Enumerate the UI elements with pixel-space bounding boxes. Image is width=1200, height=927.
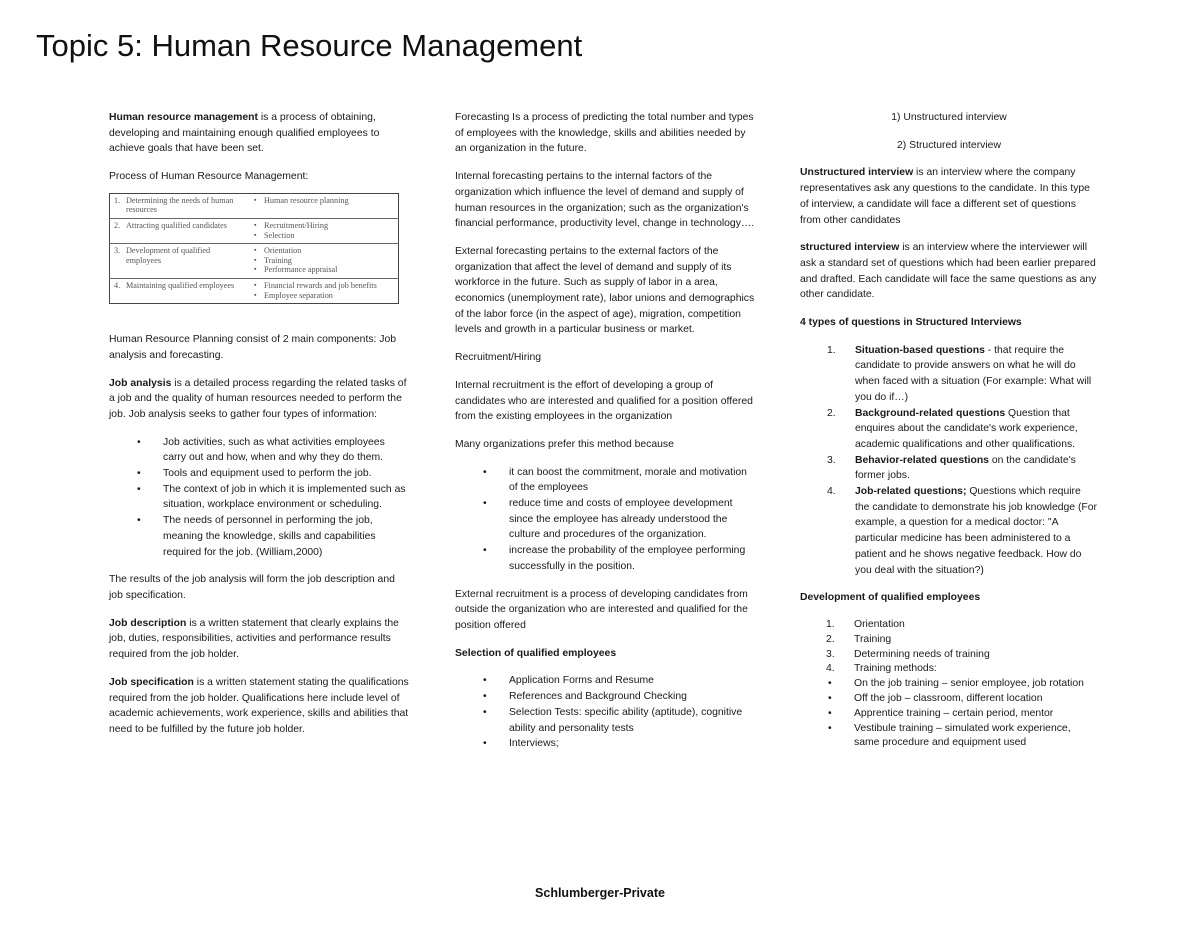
process-step-label: Determining the needs of human resources [126,195,234,215]
process-step-number: 3. [114,246,121,256]
internal-recruitment-definition [455,378,755,425]
hrm-definition [109,110,409,157]
list-number: 2. [826,633,835,645]
question-type-term: Behavior-related questions [855,454,989,466]
process-step-number: 2. [114,221,121,230]
process-step-cell [110,219,251,244]
selection-heading [455,646,755,662]
job-specification-definition [109,675,409,738]
internal-forecasting-term: Internal forecasting [455,171,544,183]
training-method-item: • Apprentice training – certain period, mentor [854,707,1098,722]
process-step-number: 4. [114,280,121,290]
selection-list [455,673,755,752]
list-number: 4. [827,486,836,498]
job-description-term: Job description [109,617,187,629]
list-number: 2. [827,407,836,419]
unstructured-definition [800,165,1098,228]
job-analysis-list [109,435,409,561]
question-type-desc: Question that enquires about the candidate's work experience, academic qualifications and other qualifications. [855,407,1078,450]
list-item [827,343,1098,406]
list-number: 3. [826,648,835,660]
process-table-row [110,219,399,244]
list-number: 3. [827,454,836,466]
process-step-cell [110,278,251,303]
results-text: The results of the job analysis will form the job description and job specification. [109,574,395,601]
process-step-cell [110,244,251,279]
process-activity: ▪ Training [254,256,394,266]
internal-forecasting-def-text: pertains to the internal factors of the organization which influence the level of demand and supply of human resources in the organization; such as the organization's financial performance, productivity level, change in technology…. [455,171,755,230]
job-description-def-text: is a written statement that clearly explains the job, duties, responsibilities, activities and performance results required from the job holder. [109,617,399,661]
job-analysis-definition [109,376,409,423]
list-item: • Interviews; [509,736,755,752]
external-recruitment-definition [455,587,755,634]
process-table-row [110,193,399,218]
list-item-text: Determining needs of training [854,648,990,660]
list-item [827,484,1098,578]
job-analysis-def-text: is a detailed process regarding the related tasks of a job and the quality of human resources needed to perform the job. Job analysis seeks to gather four types of information: [109,377,407,420]
process-activity-cell [250,193,399,218]
forecasting-term: Forecasting [455,112,510,123]
forecasting-def-text: Is a process of predicting the total number and types of employees with the knowledge, skills and abilities needed by an organization in the future. [455,112,754,155]
external-forecasting-def-text: pertains to the external factors of the organization that affect the level of demand and supply of its workforce in the future. Such as supply of labor in a area, economics (unemployment rate), labor unions and demographics of the labor force (in the aspect of age), migration, competition levels and growth in a particular business or market. [455,245,755,336]
list-item-text: Training [854,633,892,645]
process-activity: ▪ Employee separation [254,291,394,301]
training-method-item: • Off the job – classroom, different location [854,692,1098,707]
job-analysis-term: Job analysis [109,377,172,389]
column-middle [455,110,755,764]
list-item: • reduce time and costs of employee development since the employee has already understood the culture and procedures of the organization. [509,496,755,543]
list-item: • The context of job in which it is implemented such as situation, workplace environment or scheduling. [163,482,409,513]
process-activity-cell [250,219,399,244]
process-activity: ▪ Human resource planning [254,196,394,206]
list-item: • References and Background Checking [509,689,755,705]
structured-definition [800,240,1098,303]
process-step-cell [110,193,251,218]
footer-classification: Schlumberger-Private [535,886,665,900]
process-table-row [110,278,399,303]
process-table-row [110,244,399,279]
development-heading-text: Development of qualified employees [800,592,981,604]
prefer-text: Many organizations prefer this method because [455,438,674,450]
process-activity: ▪ Financial rewards and job benefits [254,281,394,291]
process-activity: ▪ Recruitment/Hiring [254,221,394,231]
hrm-def-text: is a process of obtaining, developing and maintaining enough qualified employees to achieve goals that have been set. [109,112,380,155]
column-left [109,110,409,750]
process-activity-cell [250,244,399,279]
internal-recruitment-term: Internal recruitment [455,379,545,391]
question-types-list [800,343,1098,579]
process-heading: Process of Human Resource Management: [109,171,309,183]
list-item: • The needs of personnel in performing the job, meaning the knowledge, skills and capabilities required for the job. (William,2000) [163,513,409,560]
question-type-term: Job-related questions; [855,486,967,498]
internal-forecasting-definition [455,169,755,232]
process-step-label: Maintaining qualified employees [126,280,235,290]
list-item: • Tools and equipment used to perform the job. [163,466,409,482]
list-item: • it can boost the commitment, morale and motivation of the employees [509,465,755,496]
question-type-term: Situation-based questions [855,344,985,356]
development-heading [800,590,1098,606]
list-item: • increase the probability of the employee performing successfully in the position. [509,543,755,574]
structured-term: structured interview [800,242,900,254]
interview-type-1: 1) Unstructured interview [891,112,1007,123]
process-table [109,193,399,304]
structured-def-text: is an interview where the interviewer will ask a standard set of questions which had been earlier prepared and drafted. Each candidate will face the same questions as any other candidate. [800,242,1097,301]
unstructured-def-text: is an interview where the company representatives ask any questions to the candidate. In this type of interview, a candidate will face a different set of questions from other candidates [800,167,1090,226]
process-activity: ▪ Orientation [254,246,394,256]
forecasting-definition [455,110,755,157]
list-item-text: Training methods: [854,663,937,675]
process-activity: ▪ Performance appraisal [254,265,394,275]
question-type-desc: on the candidate's former jobs. [855,454,1076,482]
list-item-text: Orientation [854,618,905,630]
process-step-label: Attracting qualified candidates [126,221,227,230]
process-activity: ▪ Selection [254,231,394,241]
question-types-heading [800,315,1098,331]
page-title: Topic 5: Human Resource Management [36,28,583,63]
list-item [826,648,1098,663]
list-item [826,633,1098,648]
external-recruitment-def-text: is a process of developing candidates from outside the organization who are interested and qualified for the position offered [455,588,748,631]
question-type-term: Background-related questions [855,407,1006,419]
training-method-item: • Vestibule training – simulated work experience, same procedure and equipment used [854,722,1098,752]
job-description-definition [109,616,409,663]
internal-recruitment-def-text: is the effort of developing a group of candidates who are interested and qualified for a position offered from the existing employees in the organization [455,379,753,423]
list-item: • Application Forms and Resume [509,673,755,689]
list-item [827,453,1098,484]
training-method-item: • On the job training – senior employee, job rotation [854,677,1098,692]
job-specification-def-text: is a written statement stating the qualifications required from the job holder. Qualifications here include level of academic achievements, work experience, skills and abilities that need to be fulfilled by the future job holder. [109,676,409,735]
list-item [827,406,1098,453]
column-right [800,110,1098,751]
prefer-list [455,465,755,575]
list-number: 4. [826,663,835,675]
question-types-heading-text: 4 types of questions in Structured Interviews [800,317,1022,329]
list-item [826,618,1098,633]
process-activity-cell [250,278,399,303]
hrm-term: Human resource management [109,112,258,123]
list-item: • Job activities, such as what activities employees carry out and how, when and why they do them. [163,435,409,466]
development-list [800,618,1098,751]
question-type-desc: Questions which require the candidate to demonstrate his job knowledge (For example, a question for a medical doctor: "A particular medicine has been administered to a patient and he shows negative feedback. How do you deal with the situation?) [855,486,1098,576]
external-forecasting-definition [455,244,755,338]
process-step-label: Development of qualified employees [126,246,211,265]
external-forecasting-term: External forecasting [455,245,547,257]
job-specification-term: Job specification [109,676,194,688]
interview-type-2: 2) Structured interview [897,139,1001,151]
selection-heading-text: Selection of qualified employees [455,647,617,659]
question-type-desc: - that require the candidate to provide answers on what he will do when faced with a situation (For example: What will you do if…) [855,344,1092,403]
list-number: 1. [826,618,835,630]
recruitment-heading: Recruitment/Hiring [455,352,542,364]
external-recruitment-term: External recruitment [455,588,548,600]
list-number: 1. [827,344,836,356]
process-step-number: 1. [114,195,121,205]
unstructured-term: Unstructured interview [800,167,914,179]
hrp-text: Human Resource Planning consist of 2 main components: Job analysis and forecasting. [109,334,397,361]
list-item: • Selection Tests: specific ability (aptitude), cognitive ability and personality tests [509,705,755,736]
list-item [826,662,1098,677]
